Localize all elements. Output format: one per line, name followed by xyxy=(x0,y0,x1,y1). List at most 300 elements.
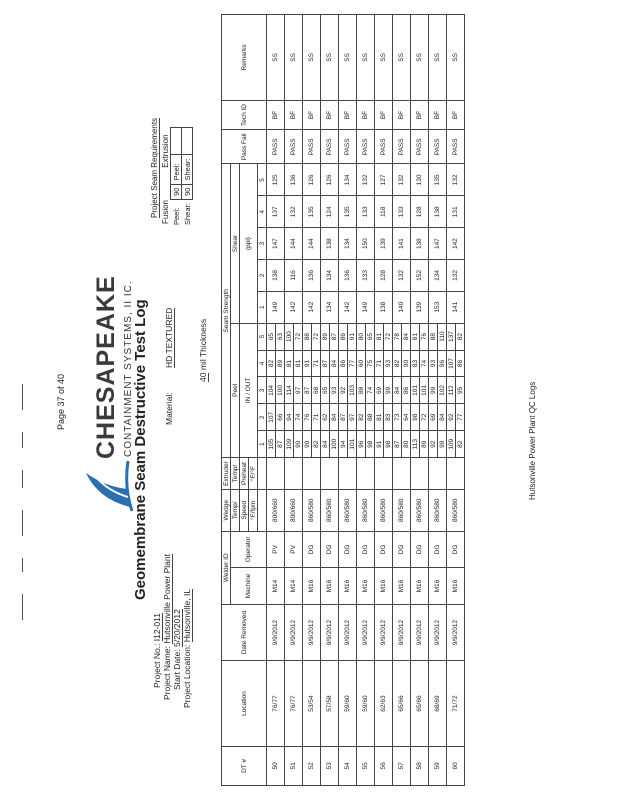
cell-remarks: SS xyxy=(393,15,411,101)
cell-peel-in: 89 xyxy=(321,323,330,350)
cell-shear: 134 xyxy=(339,164,357,196)
cell-peel-in: 84 xyxy=(393,377,402,404)
cell-shear: 141 xyxy=(447,291,465,323)
header-shear-1: 1 xyxy=(258,291,267,323)
cell-extruder xyxy=(303,458,321,490)
cell-peel-out: 72 xyxy=(294,323,303,350)
cell-shear: 137 xyxy=(267,196,285,228)
project-location-value: Hutsonville, IL xyxy=(182,588,192,643)
cell-location: 65/66 xyxy=(393,661,411,747)
cell-wedge: 860/580 xyxy=(429,489,447,531)
cell-peel-out: 99 xyxy=(384,377,393,404)
cell-shear: 147 xyxy=(429,228,447,260)
cell-peel-out: 75 xyxy=(366,350,375,377)
cell-pass-fail: PASS xyxy=(357,130,375,164)
extrusion-shear-value xyxy=(182,128,193,155)
cell-date-removed: 9/9/2012 xyxy=(393,604,411,660)
fusion-label: Fusion xyxy=(161,199,170,224)
cell-peel-out: 77 xyxy=(456,404,465,431)
header-peel-4: 4 xyxy=(258,350,267,377)
table-row xyxy=(285,15,294,786)
cell-peel-in: 114 xyxy=(285,377,294,404)
cell-pass-fail: PASS xyxy=(339,130,357,164)
cell-extruder xyxy=(429,458,447,490)
cell-shear: 134 xyxy=(429,260,447,292)
cell-peel-out: 87 xyxy=(330,323,339,350)
top-dash-marks xyxy=(10,362,28,620)
cell-peel-in: 71 xyxy=(375,350,384,377)
cell-shear: 136 xyxy=(339,260,357,292)
cell-location: 76/77 xyxy=(285,661,303,747)
cell-peel-in: 87 xyxy=(303,377,312,404)
cell-shear: 133 xyxy=(357,260,375,292)
cell-location: 59/60 xyxy=(357,661,375,747)
header-tech-id: Tech ID xyxy=(222,100,267,129)
cell-remarks: SS xyxy=(339,15,357,101)
cell-peel-out: 84 xyxy=(330,350,339,377)
cell-machine: M16 xyxy=(303,568,321,605)
cell-peel-out: 86 xyxy=(456,350,465,377)
header-shear-4: 4 xyxy=(258,196,267,228)
cell-peel-out: 93 xyxy=(384,350,393,377)
cell-machine: M16 xyxy=(321,568,339,605)
cell-shear: 132 xyxy=(393,164,411,196)
cell-shear: 144 xyxy=(285,228,303,260)
table-row xyxy=(375,15,384,786)
cell-peel-in: 100 xyxy=(285,323,294,350)
extrusion-shear-label: Shear: xyxy=(182,155,193,184)
project-name-label: Project Name: xyxy=(162,646,172,700)
cell-peel-in: 87 xyxy=(339,404,348,431)
cell-machine: M16 xyxy=(447,568,465,605)
cell-shear: 149 xyxy=(267,291,285,323)
cell-shear: 135 xyxy=(339,196,357,228)
header-pass-fail: Pass Fail xyxy=(222,130,267,164)
cell-wedge: 860/580 xyxy=(411,489,429,531)
cell-wedge: 860/580 xyxy=(303,489,321,531)
cell-peel-out: 102 xyxy=(438,377,447,404)
thickness-label: mil Thickness xyxy=(198,318,208,371)
cell-peel-out: 90 xyxy=(294,431,303,458)
cell-peel-in: 92 xyxy=(339,377,348,404)
cell-peel-out: 65 xyxy=(366,323,375,350)
cell-wedge: 860/580 xyxy=(447,489,465,531)
cell-peel-in: 91 xyxy=(375,431,384,458)
header-machine: Machine xyxy=(231,568,267,605)
cell-pass-fail: PASS xyxy=(411,130,429,164)
cell-peel-in: 109 xyxy=(285,431,294,458)
cell-peel-in: 92 xyxy=(429,431,438,458)
cell-peel-out: 66 xyxy=(276,404,285,431)
header-wedge-temp: Temp/ xyxy=(231,489,240,531)
cell-operator: DG xyxy=(393,531,411,568)
cell-shear: 132 xyxy=(447,260,465,292)
header-ppi: (ppi) xyxy=(240,164,258,323)
header-dt: DT # xyxy=(222,746,267,785)
cell-peel-out: 103 xyxy=(348,377,357,404)
cell-peel-out: 84 xyxy=(402,323,411,350)
logo-emblem-icon xyxy=(78,457,138,517)
cell-operator: PV xyxy=(285,531,303,568)
cell-peel-in: 69 xyxy=(429,404,438,431)
cell-peel-out: 81 xyxy=(294,350,303,377)
cell-shear: 142 xyxy=(339,291,357,323)
table-row xyxy=(429,15,438,786)
cell-peel-out: 87 xyxy=(276,431,285,458)
cell-shear: 153 xyxy=(429,291,447,323)
cell-peel-out: 72 xyxy=(420,404,429,431)
cell-shear: 149 xyxy=(357,291,375,323)
cell-peel-out: 86 xyxy=(402,377,411,404)
cell-peel-out: 84 xyxy=(438,404,447,431)
cell-peel-in: 82 xyxy=(357,404,366,431)
cell-remarks: SS xyxy=(267,15,285,101)
cell-pass-fail: PASS xyxy=(285,130,303,164)
cell-peel-in: 92 xyxy=(447,404,456,431)
cell-extruder xyxy=(321,458,339,490)
project-number-label: Project No.: xyxy=(152,643,162,688)
cell-shear: 140 xyxy=(393,291,411,323)
cell-remarks: SS xyxy=(303,15,321,101)
header-date-removed: Date Removed xyxy=(222,604,267,660)
cell-peel-out: 82 xyxy=(456,431,465,458)
cell-shear: 144 xyxy=(303,228,321,260)
cell-peel-out: 84 xyxy=(330,404,339,431)
cell-shear: 142 xyxy=(303,291,321,323)
cell-peel-in: 88 xyxy=(357,377,366,404)
cell-shear: 124 xyxy=(321,196,339,228)
header-ext-temp: Temp/ xyxy=(231,458,240,490)
cell-peel-in: 105 xyxy=(267,431,276,458)
header-location: Location xyxy=(222,661,267,747)
cell-shear: 138 xyxy=(429,196,447,228)
table-row xyxy=(447,15,456,786)
cell-date-removed: 9/9/2012 xyxy=(285,604,303,660)
cell-peel-out: 96 xyxy=(438,350,447,377)
cell-shear: 138 xyxy=(375,291,393,323)
header-speed: Speed xyxy=(240,489,249,531)
cell-tech-id: BF xyxy=(357,100,375,129)
table-body xyxy=(267,15,465,786)
fusion-shear-label: Shear: xyxy=(182,202,192,225)
cell-peel-in: 73 xyxy=(393,404,402,431)
table-row xyxy=(339,15,348,786)
cell-peel-in: 87 xyxy=(321,350,330,377)
fusion-shear-value: 90 xyxy=(182,184,193,199)
header-operator: Operator xyxy=(231,531,267,568)
cell-peel-in: 107 xyxy=(267,404,276,431)
cell-operator: DG xyxy=(447,531,465,568)
cell-peel-out: 93 xyxy=(330,377,339,404)
cell-shear: 127 xyxy=(375,164,393,196)
cell-location: 62/63 xyxy=(375,661,393,747)
company-name-sub: CONTAINMENT SYSTEMS, II IC. xyxy=(123,280,134,457)
cell-wedge: 860/580 xyxy=(357,489,375,531)
cell-extruder xyxy=(411,458,429,490)
cell-extruder xyxy=(285,458,303,490)
cell-shear: 134 xyxy=(321,260,339,292)
cell-wedge: 800/660 xyxy=(285,489,303,531)
cell-peel-in: 60 xyxy=(357,350,366,377)
cell-peel-in: 87 xyxy=(393,431,402,458)
cell-peel-in: 82 xyxy=(267,350,276,377)
cell-peel-in: 86 xyxy=(339,323,348,350)
cell-shear: 126 xyxy=(321,164,339,196)
cell-shear: 128 xyxy=(411,196,429,228)
cell-peel-in: 113 xyxy=(411,431,420,458)
cell-peel-out: 82 xyxy=(312,431,321,458)
cell-date-removed: 9/9/2012 xyxy=(447,604,465,660)
start-date-value: 5/20/2012 xyxy=(172,609,182,647)
cell-peel-out: 100 xyxy=(276,377,285,404)
cell-peel-in: 81 xyxy=(375,323,384,350)
cell-operator: DG xyxy=(321,531,339,568)
requirements-title: Project Seam Requirements xyxy=(150,117,159,218)
cell-peel-in: 84 xyxy=(321,431,330,458)
cell-location: 53/54 xyxy=(303,661,321,747)
cell-dt: 54 xyxy=(339,746,357,785)
cell-location: 76/77 xyxy=(267,661,285,747)
cell-peel-in: 98 xyxy=(411,404,420,431)
cell-shear: 142 xyxy=(447,228,465,260)
cell-peel-in: 112 xyxy=(447,377,456,404)
cell-dt: 51 xyxy=(285,746,303,785)
cell-peel-out: 74 xyxy=(366,377,375,404)
cell-shear: 138 xyxy=(321,228,339,260)
cell-shear: 133 xyxy=(393,196,411,228)
cell-dt: 60 xyxy=(447,746,465,785)
table-row xyxy=(267,15,276,786)
cell-peel-out: 74 xyxy=(294,404,303,431)
cell-operator: PV xyxy=(267,531,285,568)
cell-shear: 128 xyxy=(375,260,393,292)
cell-date-removed: 9/9/2012 xyxy=(357,604,375,660)
cell-peel-out: 98 xyxy=(366,431,375,458)
cell-peel-in: 86 xyxy=(339,350,348,377)
table-row xyxy=(357,15,366,786)
cell-peel-out: 100 xyxy=(330,431,339,458)
cell-tech-id: BF xyxy=(285,100,303,129)
cell-dt: 57 xyxy=(393,746,411,785)
header-extruder: Extruder xyxy=(222,458,231,490)
cell-peel-out: 77 xyxy=(348,350,357,377)
cell-dt: 53 xyxy=(321,746,339,785)
header-preheat: Preheat xyxy=(240,458,249,490)
table-row xyxy=(411,15,420,786)
project-name xyxy=(162,554,172,700)
cell-shear: 125 xyxy=(267,164,285,196)
header-peel-2: 2 xyxy=(258,404,267,431)
cell-peel-in: 82 xyxy=(393,350,402,377)
cell-operator: DG xyxy=(303,531,321,568)
header-wedge-units: °F/fpm xyxy=(249,489,258,531)
cell-peel-in: 83 xyxy=(411,350,420,377)
requirements-table xyxy=(170,127,193,228)
cell-shear: 134 xyxy=(339,228,357,260)
cell-pass-fail: PASS xyxy=(393,130,411,164)
cell-tech-id: BF xyxy=(447,100,465,129)
cell-shear: 132 xyxy=(357,164,375,196)
cell-machine: M16 xyxy=(411,568,429,605)
cell-location: 71/72 xyxy=(447,661,465,747)
cell-extruder xyxy=(267,458,285,490)
cell-peel-out: 99 xyxy=(438,431,447,458)
cell-date-removed: 9/9/2012 xyxy=(411,604,429,660)
cell-operator: DG xyxy=(375,531,393,568)
cell-location: 65/66 xyxy=(411,661,429,747)
cell-dt: 58 xyxy=(411,746,429,785)
cell-date-removed: 9/9/2012 xyxy=(339,604,357,660)
material xyxy=(164,308,174,425)
cell-shear: 118 xyxy=(375,196,393,228)
extrusion-peel-value xyxy=(171,128,182,155)
cell-shear: 135 xyxy=(303,196,321,228)
cell-pass-fail: PASS xyxy=(375,130,393,164)
cell-peel-in: 90 xyxy=(303,431,312,458)
thickness-value: 40 xyxy=(198,372,208,382)
cell-peel-in: 104 xyxy=(267,377,276,404)
cell-peel-out: 76 xyxy=(420,323,429,350)
cell-peel-out: 71 xyxy=(312,404,321,431)
cell-peel-in: 76 xyxy=(303,404,312,431)
company-name-main: CHESAPEAKE xyxy=(92,275,120,459)
cell-peel-out: 97 xyxy=(348,404,357,431)
header-shear-5: 5 xyxy=(258,164,267,196)
cell-shear: 133 xyxy=(357,196,375,228)
seam-requirements xyxy=(150,118,193,232)
cell-peel-out: 89 xyxy=(420,431,429,458)
header-wedge: Wedge xyxy=(222,489,231,531)
cell-peel-in: 94 xyxy=(339,431,348,458)
cell-shear: 131 xyxy=(447,196,465,228)
cell-machine: M16 xyxy=(357,568,375,605)
cell-remarks: SS xyxy=(429,15,447,101)
cell-peel-in: 81 xyxy=(285,350,294,377)
header-peel-3: 3 xyxy=(258,377,267,404)
header-shear-3: 3 xyxy=(258,228,267,260)
cell-operator: DG xyxy=(339,531,357,568)
cell-peel-in: 96 xyxy=(357,431,366,458)
cell-peel-out: 101 xyxy=(420,377,429,404)
start-date xyxy=(172,609,182,690)
header-shear-2: 2 xyxy=(258,260,267,292)
header-peel-1: 1 xyxy=(258,431,267,458)
cell-remarks: SS xyxy=(447,15,465,101)
cell-peel-in: 69 xyxy=(375,377,384,404)
cell-peel-in: 91 xyxy=(303,350,312,377)
cell-peel-in: 62 xyxy=(321,404,330,431)
cell-extruder xyxy=(339,458,357,490)
header-wedge-blank xyxy=(258,489,267,531)
cell-tech-id: BF xyxy=(429,100,447,129)
cell-peel-in: 65 xyxy=(267,323,276,350)
material-value: HD TEXTURED xyxy=(164,307,174,369)
cell-tech-id: BF xyxy=(411,100,429,129)
project-number xyxy=(152,613,162,688)
cell-peel-in: 109 xyxy=(447,431,456,458)
cell-date-removed: 9/9/2012 xyxy=(267,604,285,660)
cell-tech-id: BF xyxy=(339,100,357,129)
header-peel: Peel xyxy=(231,323,240,458)
cell-date-removed: 9/9/2012 xyxy=(321,604,339,660)
cell-peel-out: 101 xyxy=(348,431,357,458)
cell-wedge: 860/580 xyxy=(375,489,393,531)
header-seam-strength: Seam Strength xyxy=(222,164,231,458)
cell-shear: 132 xyxy=(393,260,411,292)
cell-shear: 136 xyxy=(303,260,321,292)
cell-shear: 150 xyxy=(357,228,375,260)
cell-peel-out: 97 xyxy=(294,377,303,404)
cell-peel-out: 63 xyxy=(276,323,285,350)
start-date-label: Start Date: xyxy=(172,649,182,690)
header-ext-units: °F/°F xyxy=(249,458,258,490)
cell-operator: DG xyxy=(357,531,375,568)
cell-peel-out: 98 xyxy=(384,431,393,458)
cell-extruder xyxy=(393,458,411,490)
header-remarks: Remarks xyxy=(222,15,267,101)
table-row xyxy=(303,15,312,786)
cell-shear: 116 xyxy=(285,260,303,292)
cell-remarks: SS xyxy=(411,15,429,101)
cell-machine: M16 xyxy=(393,568,411,605)
cell-machine: M16 xyxy=(375,568,393,605)
cell-peel-out: 89 xyxy=(276,350,285,377)
table-row xyxy=(393,15,402,786)
cell-operator: DG xyxy=(411,531,429,568)
cell-shear: 141 xyxy=(393,228,411,260)
cell-shear: 142 xyxy=(285,291,303,323)
cell-shear: 126 xyxy=(303,164,321,196)
cell-peel-in: 81 xyxy=(411,323,420,350)
cell-remarks: SS xyxy=(321,15,339,101)
cell-machine: M16 xyxy=(429,568,447,605)
cell-tech-id: BF xyxy=(267,100,285,129)
cell-peel-in: 88 xyxy=(303,323,312,350)
cell-extruder xyxy=(375,458,393,490)
cell-date-removed: 9/9/2012 xyxy=(375,604,393,660)
cell-shear: 135 xyxy=(429,164,447,196)
cell-remarks: SS xyxy=(285,15,303,101)
cell-peel-in: 65 xyxy=(321,377,330,404)
cell-dt: 52 xyxy=(303,746,321,785)
extrusion-label: Extrusion xyxy=(161,134,170,168)
cell-shear: 138 xyxy=(267,260,285,292)
cell-pass-fail: PASS xyxy=(429,130,447,164)
cell-extruder xyxy=(447,458,465,490)
cell-dt: 59 xyxy=(429,746,447,785)
cell-shear: 152 xyxy=(411,260,429,292)
page-title: Geomembrane Seam Destructive Test Log xyxy=(132,299,149,600)
cell-peel-out: 68 xyxy=(312,377,321,404)
cell-pass-fail: PASS xyxy=(447,130,465,164)
cell-peel-out: 110 xyxy=(438,323,447,350)
cell-shear: 147 xyxy=(267,228,285,260)
cell-pass-fail: PASS xyxy=(321,130,339,164)
cell-dt: 50 xyxy=(267,746,285,785)
cell-peel-in: 78 xyxy=(393,323,402,350)
fusion-peel-label: Peel: xyxy=(171,207,181,225)
destructive-test-table xyxy=(221,14,465,786)
cell-wedge: 860/580 xyxy=(393,489,411,531)
cell-remarks: SS xyxy=(375,15,393,101)
cell-peel-in: 137 xyxy=(447,323,456,350)
cell-dt: 56 xyxy=(375,746,393,785)
header-peel-5: 5 xyxy=(258,323,267,350)
cell-machine: M14 xyxy=(285,568,303,605)
cell-tech-id: BF xyxy=(321,100,339,129)
cell-tech-id: BF xyxy=(375,100,393,129)
header-in-out: IN / OUT xyxy=(240,323,258,458)
